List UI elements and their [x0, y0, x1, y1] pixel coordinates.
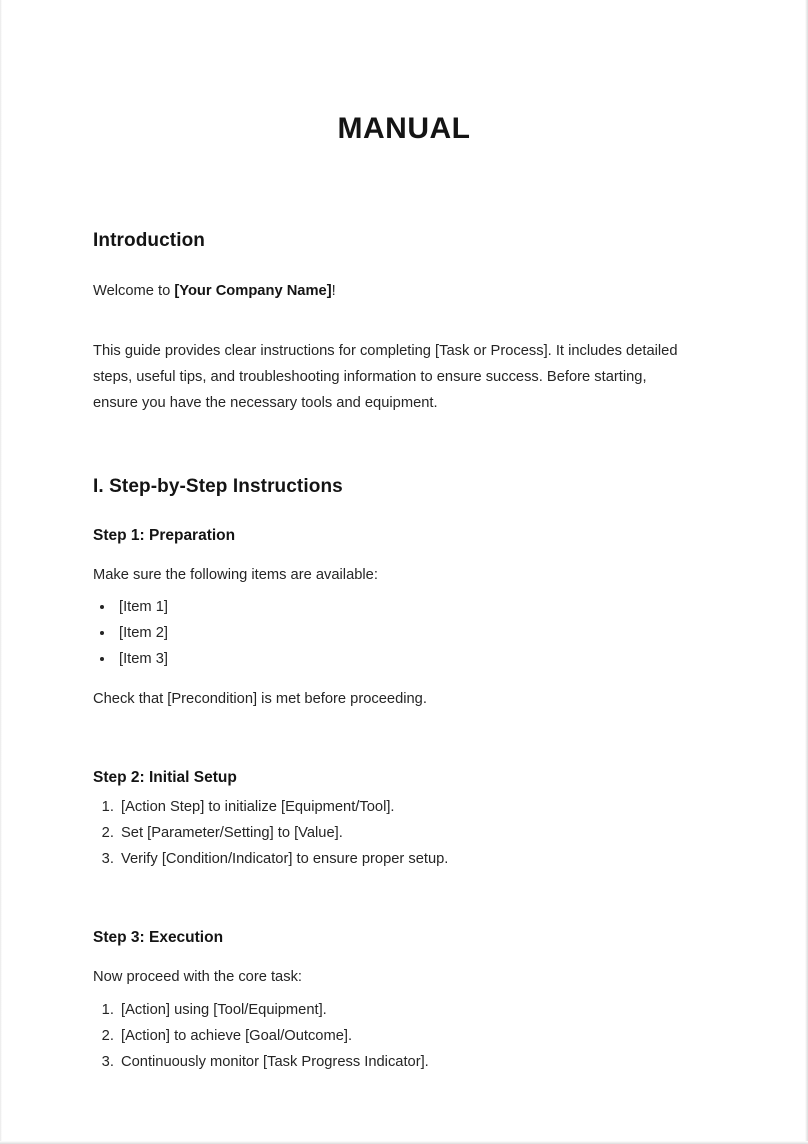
step-heading-3: Step 3: Execution [93, 929, 224, 946]
step-3-numbered-list [93, 997, 715, 1075]
welcome-line [93, 252, 715, 304]
document-content [93, 0, 715, 1075]
page-title: MANUAL [337, 112, 471, 145]
page-edge-left [0, 0, 2, 1144]
step-heading-2: Step 2: Initial Setup [93, 769, 237, 786]
list-item: 2. [Action] to achieve [Goal/Outcome]. [118, 1023, 715, 1049]
step-3-lead: Now proceed with the core task: [93, 969, 302, 985]
list-item: 1. [Action] using [Tool/Equipment]. [118, 997, 715, 1023]
step-heading-1: Step 1: Preparation [93, 527, 236, 544]
spacer [93, 712, 715, 740]
company-name-placeholder: [Your Company Name] [174, 283, 332, 299]
list-item: 1. [Action Step] to initialize [Equipment/Tool]. [118, 794, 715, 820]
step-1-lead: Make sure the following items are available: [93, 567, 378, 583]
list-item: 3. Continuously monitor [Task Progress Indicator]. [118, 1049, 715, 1075]
list-item: • [Item 1] [115, 594, 715, 620]
step-2-numbered-list [93, 794, 715, 872]
list-item: 3. Verify [Condition/Indicator] to ensure proper setup. [118, 846, 715, 872]
introduction-paragraph: This guide provides clear instructions for completing [Task or Process]. It includes detailed steps, useful tips, and troubleshooting information to ensure success. Before starting, ensure you have the necessary tools and equipment. [93, 343, 678, 411]
section-heading-steps: I. Step-by-Step Instructions [93, 476, 343, 497]
step-1-bullet-list [93, 594, 715, 672]
step-1-closing: Check that [Precondition] is met before proceeding. [93, 691, 427, 707]
list-item: 2. Set [Parameter/Setting] to [Value]. [118, 820, 715, 846]
list-item: • [Item 2] [115, 620, 715, 646]
list-item: • [Item 3] [115, 646, 715, 672]
welcome-prefix: Welcome to [93, 283, 175, 299]
spacer [93, 872, 715, 900]
welcome-suffix: ! [331, 283, 336, 299]
section-heading-introduction: Introduction [93, 230, 206, 251]
